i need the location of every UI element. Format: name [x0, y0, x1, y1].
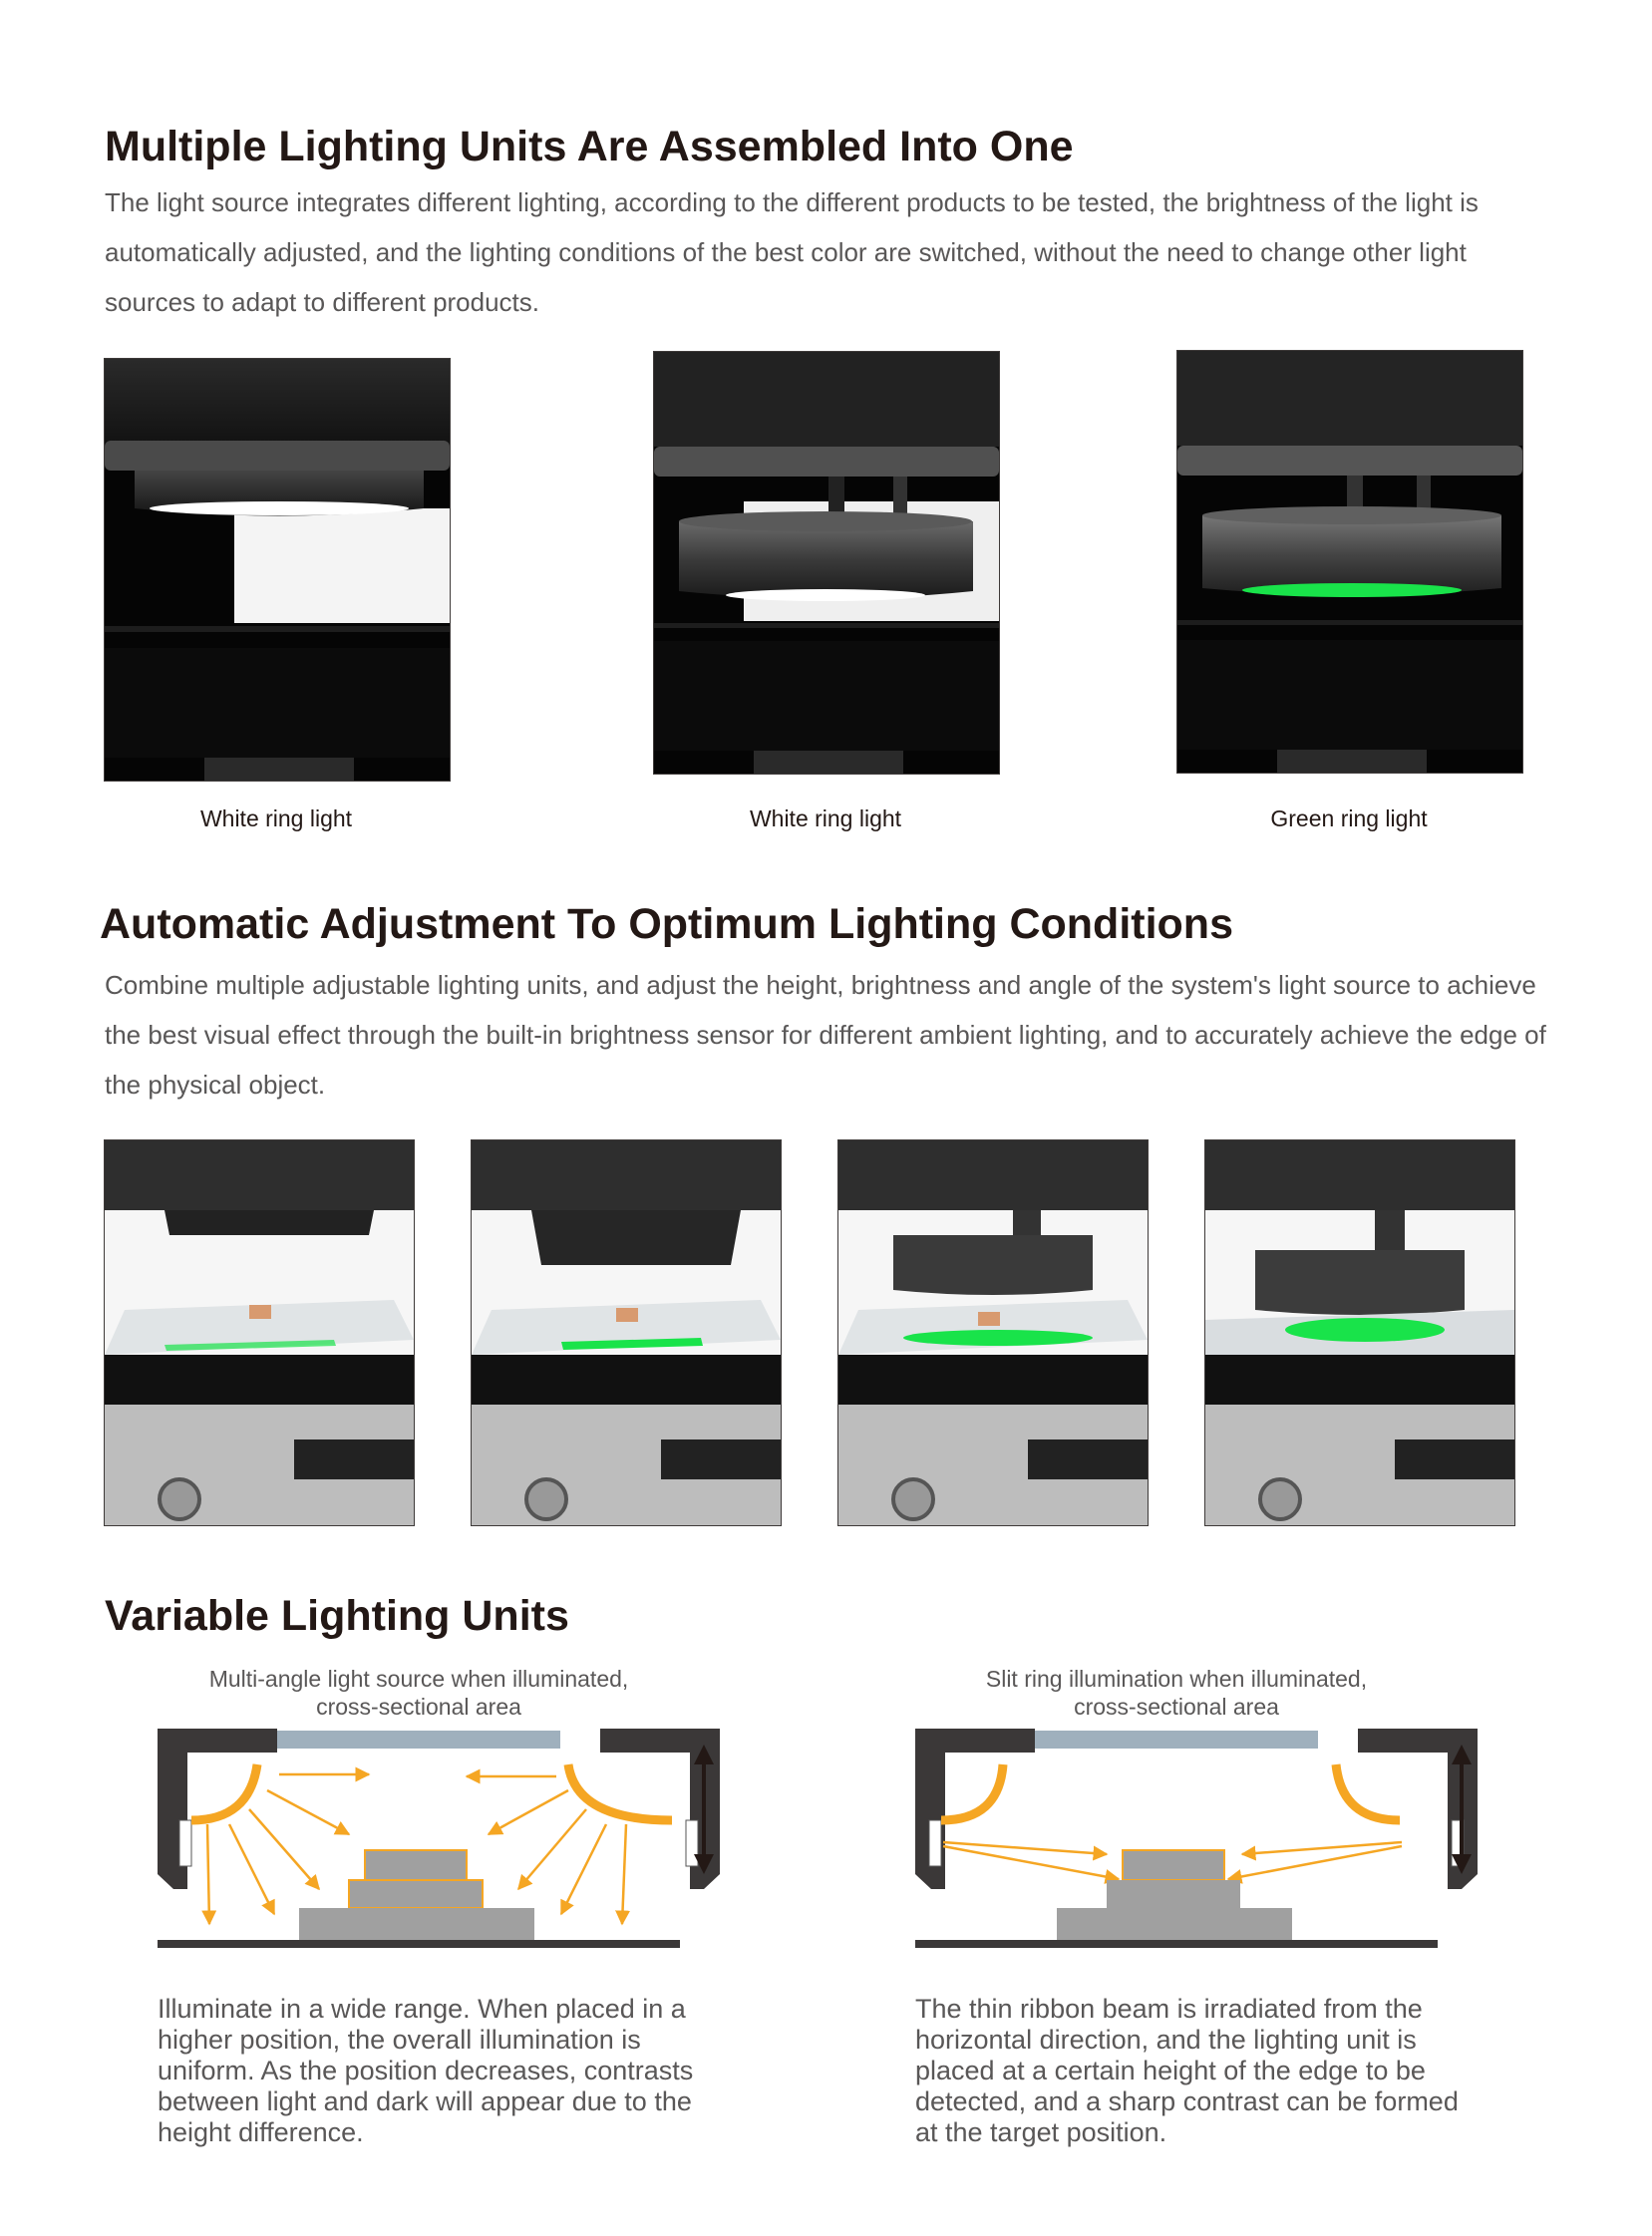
- section-body-multiple-lighting: The light source integrates different lighting, according to the different products to be tested, the brightness of the light is automatically adjusted, and the lighting conditions of the best color are switched, without the need to change other light sources to adapt to different products.: [105, 187, 1479, 317]
- section-title-multiple-lighting: Multiple Lighting Units Are Assembled Into One: [105, 123, 1074, 170]
- adjustment-sequence-photo-4: [1204, 1139, 1515, 1526]
- diagram-caption-slit-ring: [917, 1665, 1436, 1721]
- diagram-caption-line1: Multi-angle light source when illuminated,: [208, 1666, 629, 1692]
- section-title-variable-lighting: Variable Lighting Units: [105, 1592, 569, 1640]
- photo-caption-1: White ring light: [199, 805, 353, 831]
- diagram-caption-line2: cross-sectional area: [316, 1694, 521, 1720]
- section-title-automatic-adjustment: Automatic Adjustment To Optimum Lighting Conditions: [100, 900, 1233, 948]
- diagram-caption-multi-angle: [160, 1665, 678, 1721]
- section-body-automatic-adjustment: Combine multiple adjustable lighting units, and adjust the height, brightness and angle of the system's light source to achieve the best visual effect through the built-in brightness sensor for different ambient lighting, and to accurately achieve the edge of the physical object.: [105, 970, 1546, 1100]
- adjustment-sequence-photo-1: [104, 1139, 415, 1526]
- diagram-description-slit-ring: The thin ribbon beam is irradiated from the horizontal direction, and the lighting unit is placed at a certain height of the edge to be detected, and a sharp contrast can be formed at the target position.: [915, 1994, 1459, 2147]
- green-ring-light-photo: [1176, 350, 1523, 774]
- adjustment-sequence-photo-3: [837, 1139, 1149, 1526]
- multi-angle-light-diagram: [150, 1725, 738, 1964]
- slit-ring-light-diagram: [907, 1725, 1495, 1964]
- photo-caption-2: White ring light: [749, 805, 902, 831]
- white-ring-light-photo-2: [653, 351, 1000, 775]
- diagram-caption-line2: cross-sectional area: [1074, 1694, 1279, 1720]
- white-ring-light-photo-1: [104, 358, 451, 782]
- adjustment-sequence-photo-2: [471, 1139, 782, 1526]
- diagram-description-multi-angle: Illuminate in a wide range. When placed in a higher position, the overall illumination is uniform. As the position decreases, contrasts between light and dark will appear due to the height difference.: [158, 1994, 694, 2147]
- diagram-caption-line1: Slit ring illumination when illuminated,: [985, 1666, 1368, 1692]
- photo-caption-3: Green ring light: [1270, 805, 1428, 831]
